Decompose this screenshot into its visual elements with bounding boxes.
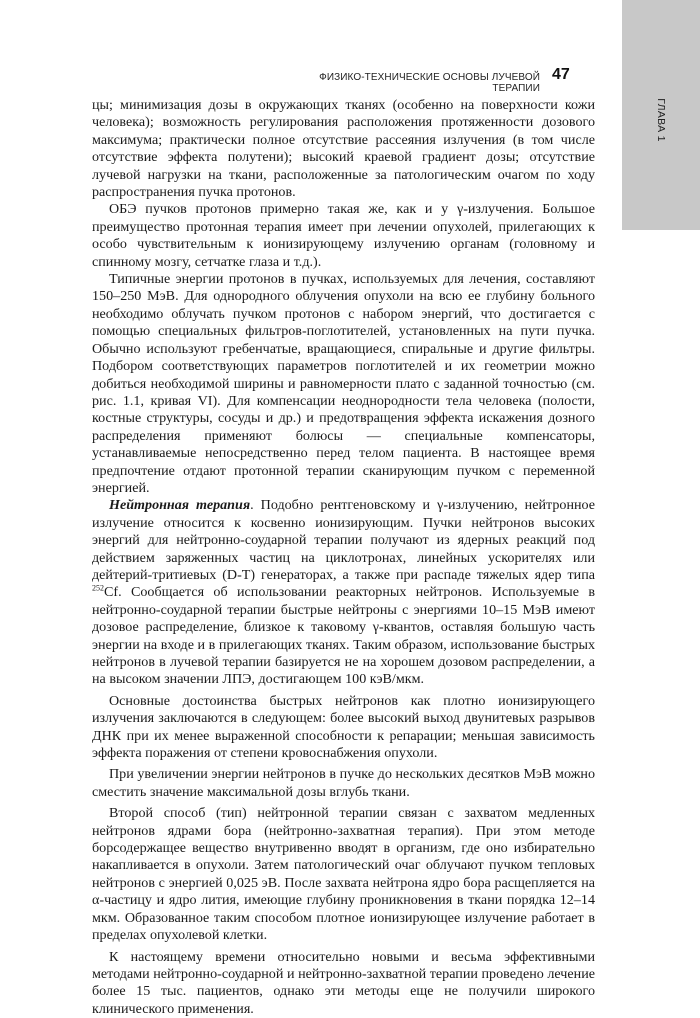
paragraph: При увеличении энергии нейтронов в пучке до нескольких десятков МэВ можно сместить значение максимальной дозы вглубь ткани.: [92, 766, 595, 801]
paragraph: ОБЭ пучков протонов примерно такая же, как и у γ-излучения. Большое преимущество протонная терапия имеет при лечении опухолей, прилегающих к особо чувствительным к ионизирующему излучению органам (головному и спинному мозгу, сетчатке глаза и т.д.).: [92, 201, 595, 271]
page-body: [92, 97, 595, 1018]
chapter-tab-label: ГЛАВА 1: [641, 81, 681, 159]
paragraph: Основные достоинства быстрых нейтронов как плотно ионизирующего излучения заключаются в следующем: более высокий выход двунитевых разрывов ДНК при их менее выраженной способности к репарации; меньшая зависимость эффекта поражения от степени кровоснабжения опухоли.: [92, 693, 595, 763]
isotope-superscript: 252: [92, 584, 104, 593]
paragraph-text: Cf. Сообщается об использовании реакторных нейтронов. Используемые в нейтронно-соударной терапии быстрые нейтроны с энергиями 10–15 МэВ имеют дозовое распределение, близкое к таковому γ-квантов, оставляя большую часть энергии на входе и в прилегающих тканях. Таким образом, использование быстрых нейтронов в лучевой терапии базируется не на хорошем дозовом распределении, а на высоком значении ЛПЭ, достигающем 100 кэВ/мкм.: [92, 584, 595, 687]
page-number: 47: [552, 66, 570, 84]
paragraph-neutron-therapy: [92, 497, 595, 688]
term-neutron-therapy: Нейтронная терапия: [109, 497, 250, 513]
paragraph: цы; минимизация дозы в окружающих тканях (особенно на поверхности кожи человека); возможность регулирования расположения протяженности дозового максимума; практически полное отсутствие рассеяния излучения (в том числе отсутствие эффекта полутени); высокий краевой градиент дозы; отсутствие лучевой нагрузки на ткани, расположенные за патологическим очагом по ходу распространения пучка протонов.: [92, 97, 595, 201]
paragraph: Типичные энергии протонов в пучках, используемых для лечения, составляют 150–250 МэВ. Для однородного облучения опухоли на всю ее глубину больного необходимо облучать пучком протонов с набором энергий, что достигается с помощью специальных фильтров-поглотителей, установленных на пути пучка. Обычно используют гребенчатые, вращающиеся, спиральные и другие фильтры. Подбором соответствующих параметров поглотителей и их геометрии можно добиться необходимой ширины и равномерности плато с заданной точностью (см. рис. 1.1, кривая VI). Для компенсации неоднородности тела человека (полости, костные структуры, сосуды и др.) и предотвращения эффекта искажения дозного распределения применяют болюсы — специальные компенсаторы, устанавливаемые непосредственно перед телом пациента. В настоящее время предпочтение отдают протонной терапии сканирующим пучком с переменной энергией.: [92, 271, 595, 497]
paragraph: К настоящему времени относительно новыми и весьма эффективными методами нейтронно-соударной и нейтронно-захватной терапии проведено лечение более 15 тыс. пациентов, однако эти методы еще не получили широкого клинического применения.: [92, 949, 595, 1018]
paragraph-text: . Подобно рентгеновскому и γ-излучению, нейтронное излучение относится к косвенно ионизирующим. Пучки нейтронов высоких энергий для нейтронно-соударной терапии получают из ядерных реакций под действием заряженных частиц на циклотронах, линейных ускорителях или дейтерий-тритиевых (D-T) генераторах, а также при распаде тяжелых ядер типа: [92, 497, 595, 583]
running-header-title: ФИЗИКО-ТЕХНИЧЕСКИЕ ОСНОВЫ ЛУЧЕВОЙ ТЕРАПИИ: [300, 72, 540, 94]
paragraph: Второй способ (тип) нейтронной терапии связан с захватом медленных нейтронов ядрами бора (нейтронно-захватная терапия). При этом методе борсодержащее вещество внутривенно вводят в организм, где оно избирательно накапливается в опухоли. Затем патологический очаг облучают пучком тепловых нейтронов с энергией 0,025 эВ. После захвата нейтрона ядро бора расщепляется на α-частицу и ядро лития, имеющие глубину проникновения в ткани порядка 12–14 мкм. Образованное таким способом плотное ионизирующее излучение работает в пределах опухолевой клетки.: [92, 805, 595, 944]
